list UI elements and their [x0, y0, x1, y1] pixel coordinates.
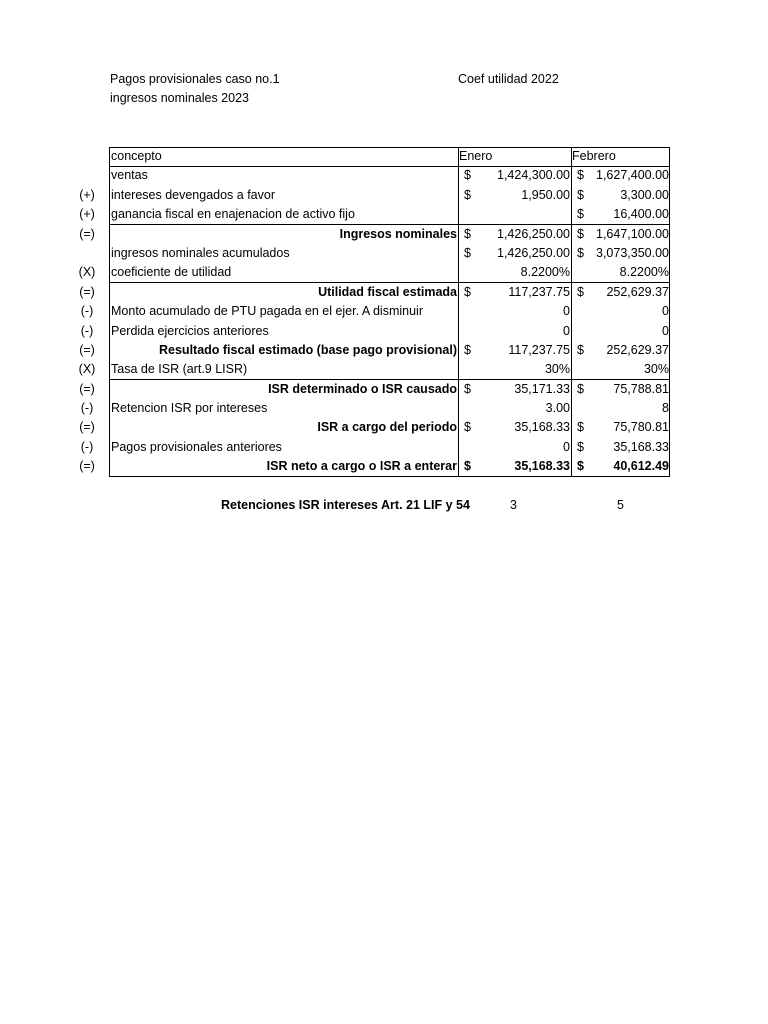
row-concept: Pagos provisionales anteriores [111, 439, 282, 454]
row-value-febrero [571, 244, 670, 263]
row-value-enero [458, 244, 571, 263]
amount: 0 [563, 323, 570, 338]
amount: 3,300.00 [620, 187, 669, 202]
footer-label: Retenciones ISR intereses Art. 21 LIF y 54 [221, 498, 470, 512]
row-value-enero [458, 399, 571, 418]
amount: 1,426,250.00 [497, 226, 570, 241]
table-row [0, 399, 768, 418]
currency-symbol: $ [577, 168, 584, 183]
row-value-enero [458, 322, 571, 341]
header-febrero [571, 147, 670, 166]
amount: 0 [563, 304, 570, 319]
table-row [0, 263, 768, 282]
row-value-febrero [571, 438, 670, 457]
row-concept: ganancia fiscal en enajenacion de activo fijo [111, 207, 355, 222]
amount: 1,424,300.00 [497, 168, 570, 183]
row-concept: Monto acumulado de PTU pagada en el ejer. A disminuir [111, 304, 423, 319]
row-operator: (=) [79, 459, 95, 474]
footer-value-febrero: 5 [617, 498, 624, 512]
amount: 35,171.33 [514, 381, 570, 396]
amount: 30% [643, 362, 669, 377]
table-row [0, 322, 768, 341]
amount: 3.00 [545, 401, 570, 416]
amount: 16,400.00 [613, 207, 669, 222]
row-value-enero [458, 418, 571, 437]
table-row [0, 380, 768, 399]
row-operator: (=) [79, 381, 95, 396]
column-divider-2 [571, 147, 572, 477]
row-concept: Utilidad fiscal estimada [318, 284, 457, 299]
row-value-febrero [571, 360, 670, 379]
amount: 8.2200% [619, 265, 669, 280]
table-row [0, 438, 768, 457]
currency-symbol: $ [464, 284, 471, 299]
row-concept: Tasa de ISR (art.9 LISR) [111, 362, 248, 377]
row-value-febrero [571, 341, 670, 360]
divider-isr [109, 379, 670, 380]
currency-symbol: $ [577, 187, 584, 202]
table-row [0, 341, 768, 360]
currency-symbol: $ [464, 187, 471, 202]
amount: 1,426,250.00 [497, 245, 570, 260]
currency-symbol: $ [464, 342, 471, 357]
row-value-febrero [571, 166, 670, 185]
row-operator: (=) [79, 226, 95, 241]
header-enero-label: Enero [459, 149, 493, 163]
table-row [0, 418, 768, 437]
row-value-febrero [571, 302, 670, 321]
amount: 1,950.00 [521, 187, 570, 202]
row-concept: Retencion ISR por intereses [111, 401, 268, 416]
table-row [0, 166, 768, 185]
row-value-enero [458, 205, 571, 224]
amount: 0 [563, 439, 570, 454]
row-value-febrero [571, 283, 670, 302]
row-concept: ISR determinado o ISR causado [268, 381, 457, 396]
currency-symbol: $ [577, 342, 584, 357]
row-concept: intereses devengados a favor [111, 187, 275, 202]
currency-symbol: $ [577, 420, 584, 435]
row-concept: ingresos nominales acumulados [111, 245, 290, 260]
amount: 0 [662, 323, 669, 338]
table-header-row [0, 147, 768, 166]
table-row [0, 186, 768, 205]
amount: 252,629.37 [606, 342, 669, 357]
row-value-enero [458, 302, 571, 321]
row-operator: (+) [79, 187, 95, 202]
amount: 1,627,400.00 [596, 168, 669, 183]
row-value-febrero [571, 186, 670, 205]
row-concept: ventas [111, 168, 148, 183]
row-operator: (X) [78, 265, 96, 280]
amount: 252,629.37 [606, 284, 669, 299]
row-operator: (-) [80, 304, 94, 319]
currency-symbol: $ [577, 284, 584, 299]
row-operator: (-) [80, 323, 94, 338]
amount: 117,237.75 [508, 284, 570, 299]
row-value-enero [458, 225, 571, 244]
row-value-febrero [571, 322, 670, 341]
divider-utilidad [109, 282, 670, 283]
table-row [0, 302, 768, 321]
header-divider [109, 166, 670, 167]
row-concept: Resultado fiscal estimado (base pago provisional) [159, 342, 457, 357]
currency-symbol: $ [577, 459, 584, 474]
column-divider-1 [458, 147, 459, 477]
row-value-febrero [571, 225, 670, 244]
currency-symbol: $ [464, 381, 471, 396]
amount: 1,647,100.00 [596, 226, 669, 241]
amount: 0 [662, 304, 669, 319]
row-value-enero [458, 186, 571, 205]
row-operator [72, 166, 102, 185]
row-value-febrero [571, 457, 670, 476]
row-operator: (-) [80, 439, 94, 454]
row-value-febrero [571, 418, 670, 437]
amount: 75,788.81 [613, 381, 669, 396]
row-value-enero [458, 166, 571, 185]
row-concept: Ingresos nominales [339, 226, 457, 241]
table-row [0, 283, 768, 302]
row-operator: (-) [80, 401, 94, 416]
row-operator: (=) [79, 342, 95, 357]
row-value-enero [458, 380, 571, 399]
row-operator: (+) [79, 207, 95, 222]
coef-label: Coef utilidad 2022 [458, 72, 559, 86]
row-value-febrero [571, 205, 670, 224]
currency-symbol: $ [464, 420, 471, 435]
row-concept: ISR neto a cargo o ISR a enterar [266, 459, 457, 474]
currency-symbol: $ [464, 226, 471, 241]
amount: 3,073,350.00 [596, 245, 669, 260]
currency-symbol: $ [577, 245, 584, 260]
row-value-enero [458, 360, 571, 379]
calculation-table [0, 147, 768, 477]
row-value-enero [458, 438, 571, 457]
currency-symbol: $ [577, 207, 584, 222]
row-operator: (=) [79, 420, 95, 435]
row-operator: (X) [78, 362, 96, 377]
currency-symbol: $ [577, 381, 584, 396]
header-enero [458, 147, 571, 166]
currency-symbol: $ [464, 459, 471, 474]
row-concept: ISR a cargo del periodo [317, 420, 457, 435]
amount: 40,612.49 [613, 459, 669, 474]
row-value-enero [458, 263, 571, 282]
row-value-febrero [571, 399, 670, 418]
row-value-febrero [571, 380, 670, 399]
amount: 35,168.33 [613, 439, 669, 454]
amount: 35,168.33 [514, 459, 570, 474]
amount: 35,168.33 [514, 420, 570, 435]
row-operator [72, 244, 102, 263]
table-row [0, 225, 768, 244]
currency-symbol: $ [464, 168, 471, 183]
currency-symbol: $ [464, 245, 471, 260]
amount: 8 [662, 401, 669, 416]
table-row [0, 244, 768, 263]
currency-symbol: $ [577, 226, 584, 241]
header-concept: concepto [111, 149, 162, 163]
amount: 117,237.75 [508, 342, 570, 357]
row-value-febrero [571, 263, 670, 282]
divider-ingresos [109, 224, 670, 225]
footer-value-enero: 3 [510, 498, 517, 512]
header-febrero-label: Febrero [572, 149, 616, 163]
sheet-title: Pagos provisionales caso no.1 [110, 72, 280, 86]
row-concept: Perdida ejercicios anteriores [111, 323, 269, 338]
currency-symbol: $ [577, 439, 584, 454]
row-value-enero [458, 283, 571, 302]
sheet-subtitle: ingresos nominales 2023 [110, 91, 249, 105]
table-row [0, 360, 768, 379]
row-concept: coeficiente de utilidad [111, 265, 232, 280]
amount: 75,780.81 [613, 420, 669, 435]
amount: 30% [544, 362, 570, 377]
row-value-enero [458, 341, 571, 360]
row-operator: (=) [79, 284, 95, 299]
row-value-enero [458, 457, 571, 476]
amount: 8.2200% [520, 265, 570, 280]
table-row [0, 457, 768, 476]
table-row [0, 205, 768, 224]
